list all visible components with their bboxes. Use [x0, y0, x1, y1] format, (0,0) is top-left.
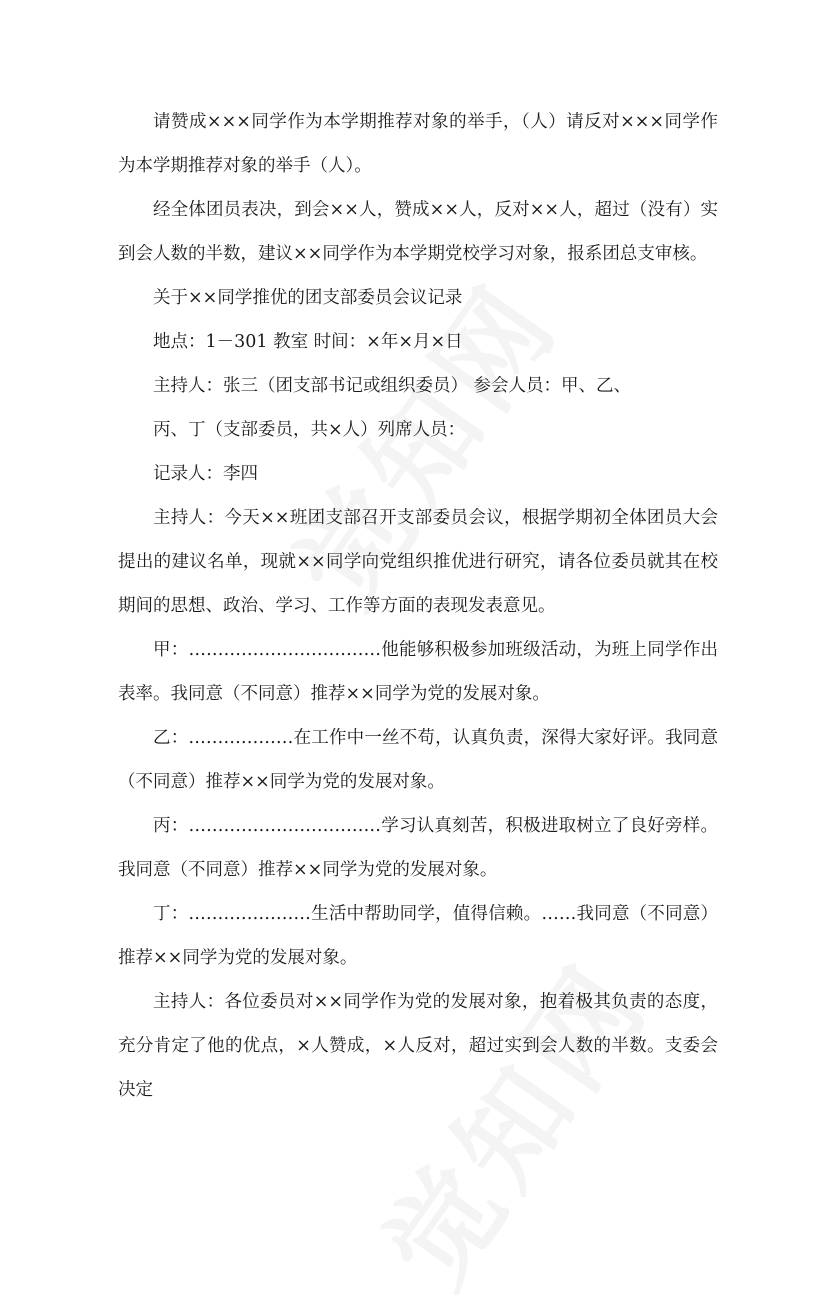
paragraph-member-bing: 丙：……………………………学习认真刻苦，积极进取树立了良好旁样。我同意（不同意）推荐××同学为党的发展对象。: [118, 816, 718, 880]
meeting-location-time: 地点：1－301 教室 时间：×年×月×日: [153, 332, 463, 352]
paragraph-member-yi: 乙：………………在工作中一丝不苟，认真负责，深得大家好评。我同意（不同意）推荐××同学为党的发展对象。: [118, 728, 718, 792]
paragraph-host-opening: 主持人：今天××班团支部召开支部委员会议，根据学期初全体团员大会提出的建议名单，现就××同学向党组织推优进行研究，请各位委员就其在校期间的思想、政治、学习、工作等方面的表现发表意见。: [118, 508, 718, 616]
meeting-recorder: 记录人：李四: [153, 464, 258, 484]
document-body: [118, 100, 718, 1112]
paragraph-vote-request: 请赞成×××同学作为本学期推荐对象的举手，（人）请反对×××同学作为本学期推荐对象的举手（人）。: [118, 112, 718, 176]
meeting-record-title: 关于××同学推优的团支部委员会议记录: [153, 288, 463, 308]
paragraph-host-conclusion: 主持人：各位委员对××同学作为党的发展对象，抱着极其负责的态度，充分肯定了他的优点，×人赞成，×人反对，超过实到会人数的半数。支委会决定: [118, 992, 718, 1100]
paragraph-vote-result: 经全体团员表决，到会××人，赞成××人，反对××人，超过（没有）实到会人数的半数，建议××同学作为本学期党校学习对象，报系团总支审核。: [118, 200, 718, 264]
paragraph-member-ding: 丁：…………………生活中帮助同学，值得信赖。……我同意（不同意）推荐××同学为党的发展对象。: [118, 904, 718, 968]
meeting-host-attendees: 主持人：张三（团支部书记或组织委员） 参会人员：甲、乙、: [153, 376, 632, 396]
meeting-attendees-cont: 丙、丁（支部委员，共×人）列席人员：: [153, 420, 466, 440]
paragraph-member-jia: 甲：……………………………他能够积极参加班级活动，为班上同学作出表率。我同意（不同意）推荐××同学为党的发展对象。: [118, 640, 718, 704]
